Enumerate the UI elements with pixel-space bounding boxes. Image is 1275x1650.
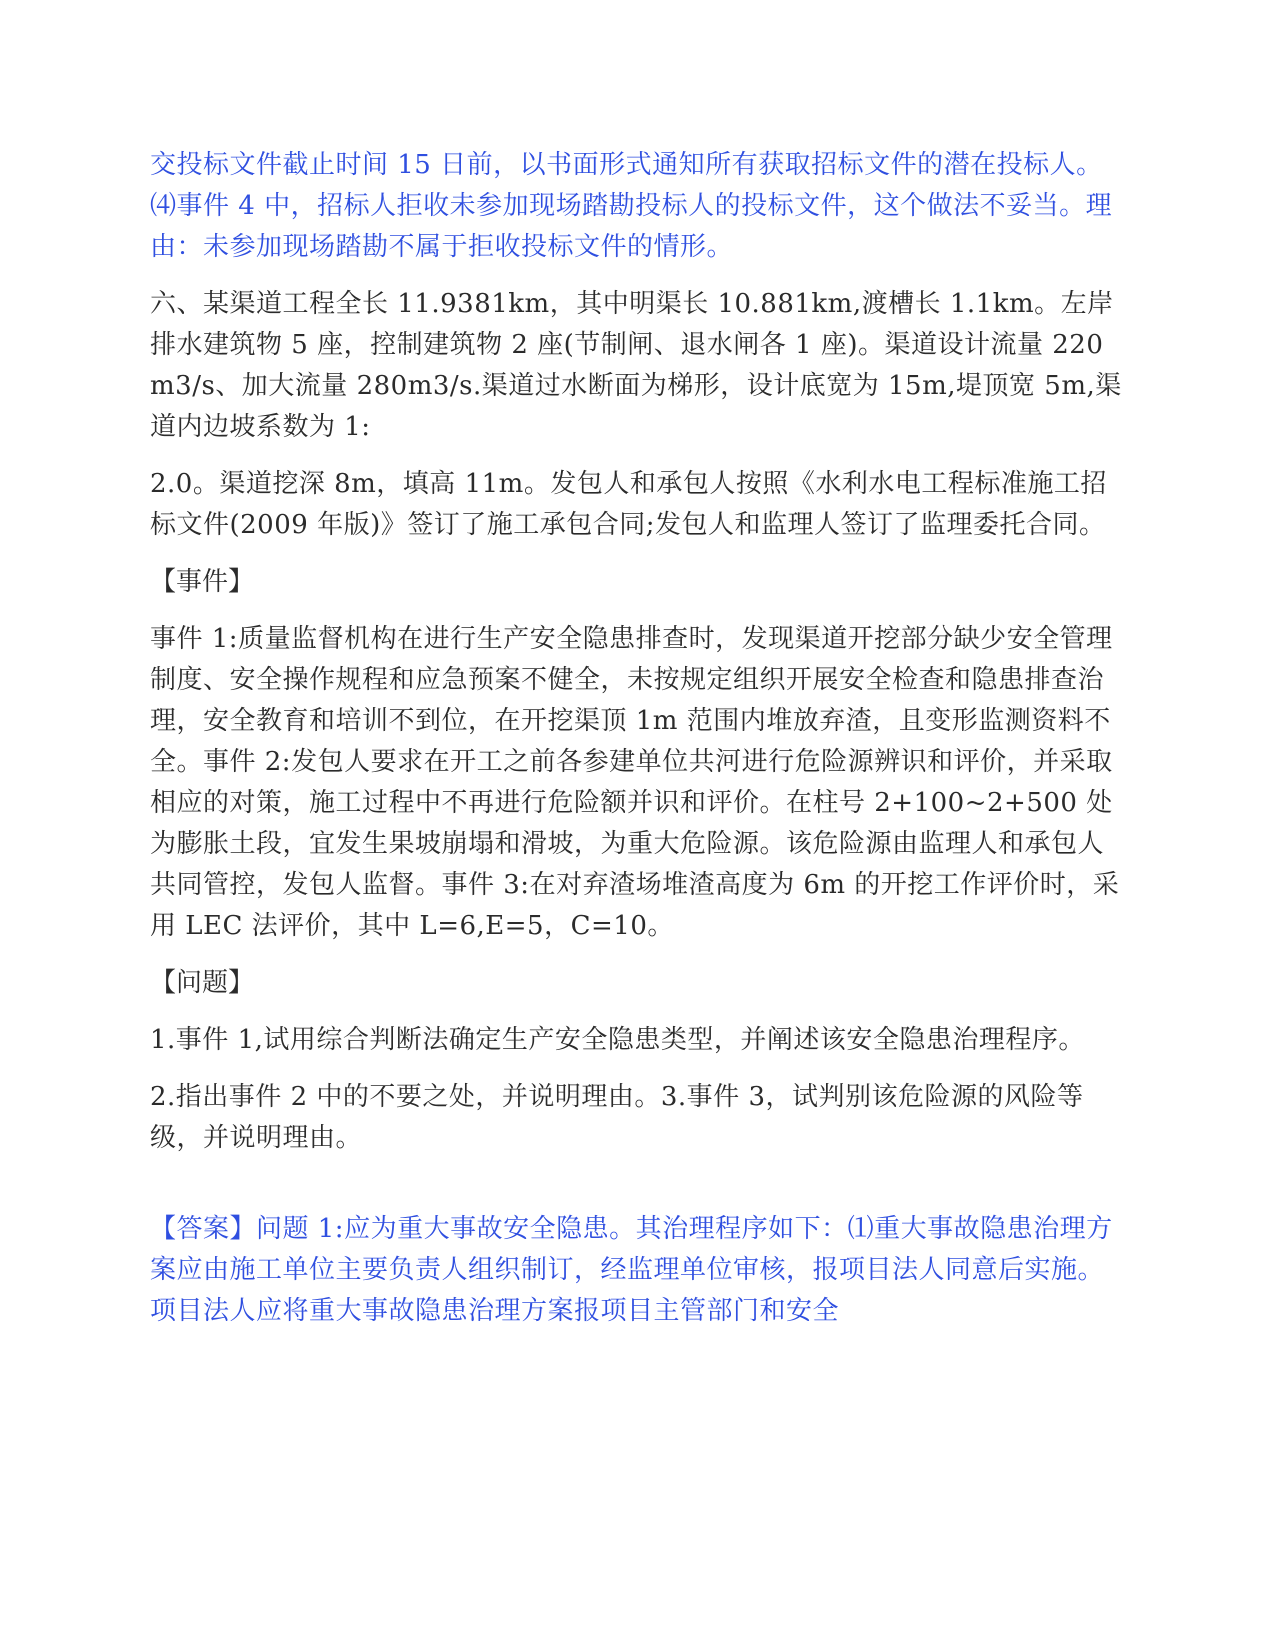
question-intro-paragraph: 六、某渠道工程全长 11.9381km，其中明渠长 10.881km,渡槽长 1.1km。左岸排水建筑物 5 座，控制建筑物 2 座(节制闸、退水闸各 1 座)。渠道设计流量 220m3/s、加大流量 280m3/s.渠道过水断面为梯形，设计底宽为 15m,堤顶宽 5m,渠道内边坡系数为 1: <box>150 289 1122 442</box>
events-paragraph: 事件 1:质量监督机构在进行生产安全隐患排查时，发现渠道开挖部分缺少安全管理制度、安全操作规程和应急预案不健全，未按规定组织开展安全检查和隐患排查治理，安全教育和培训不到位，在开挖渠顶 1m 范围内堆放弃渣，且变形监测资料不全。事件 2:发包人要求在开工之前各参建单位共河进行危险源辨识和评价，并采取相应的对策，施工过程中不再进行危险额并识和评价。在柱号 2+100~2+500 处为膨胀土段，宜发生果坡崩塌和滑坡，为重大危险源。该危险源由监理人和承包人共同管控，发包人监督。事件 3:在对弃渣场堆渣高度为 6m 的开挖工作评价时，采用 LEC 法评价，其中 L=6,E=5，C=10。 <box>150 624 1120 941</box>
question-intro-continued-paragraph: 2.0。渠道挖深 8m，填高 11m。发包人和承包人按照《水利水电工程标准施工招标文件(2009 年版)》签订了施工承包合同;发包人和监理人签订了监理委托合同。 <box>150 469 1107 540</box>
events-heading: 【事件】 <box>150 567 255 597</box>
question-1-paragraph: 1.事件 1,试用综合判断法确定生产安全隐患类型，并阐述该安全隐患治理程序。 <box>150 1025 1085 1055</box>
question-2-3-paragraph: 2.指出事件 2 中的不要之处，并说明理由。3.事件 3，试判别该危险源的风险等级，并说明理由。 <box>150 1082 1084 1153</box>
document-page <box>150 145 1125 1332</box>
questions-heading: 【问题】 <box>150 968 255 998</box>
answer-paragraph: 【答案】问题 1:应为重大事故安全隐患。其治理程序如下：⑴重大事故隐患治理方案应由施工单位主要负责人组织制订，经监理单位审核，报项目法人同意后实施。项目法人应将重大事故隐患治理方案报项目主管部门和安全 <box>150 1214 1113 1326</box>
answer-continuation-paragraph: 交投标文件截止时间 15 日前，以书面形式通知所有获取招标文件的潜在投标人。⑷事件 4 中，招标人拒收未参加现场踏勘投标人的投标文件，这个做法不妥当。理由：未参加现场踏勘不属于拒收投标文件的情形。 <box>150 150 1113 262</box>
